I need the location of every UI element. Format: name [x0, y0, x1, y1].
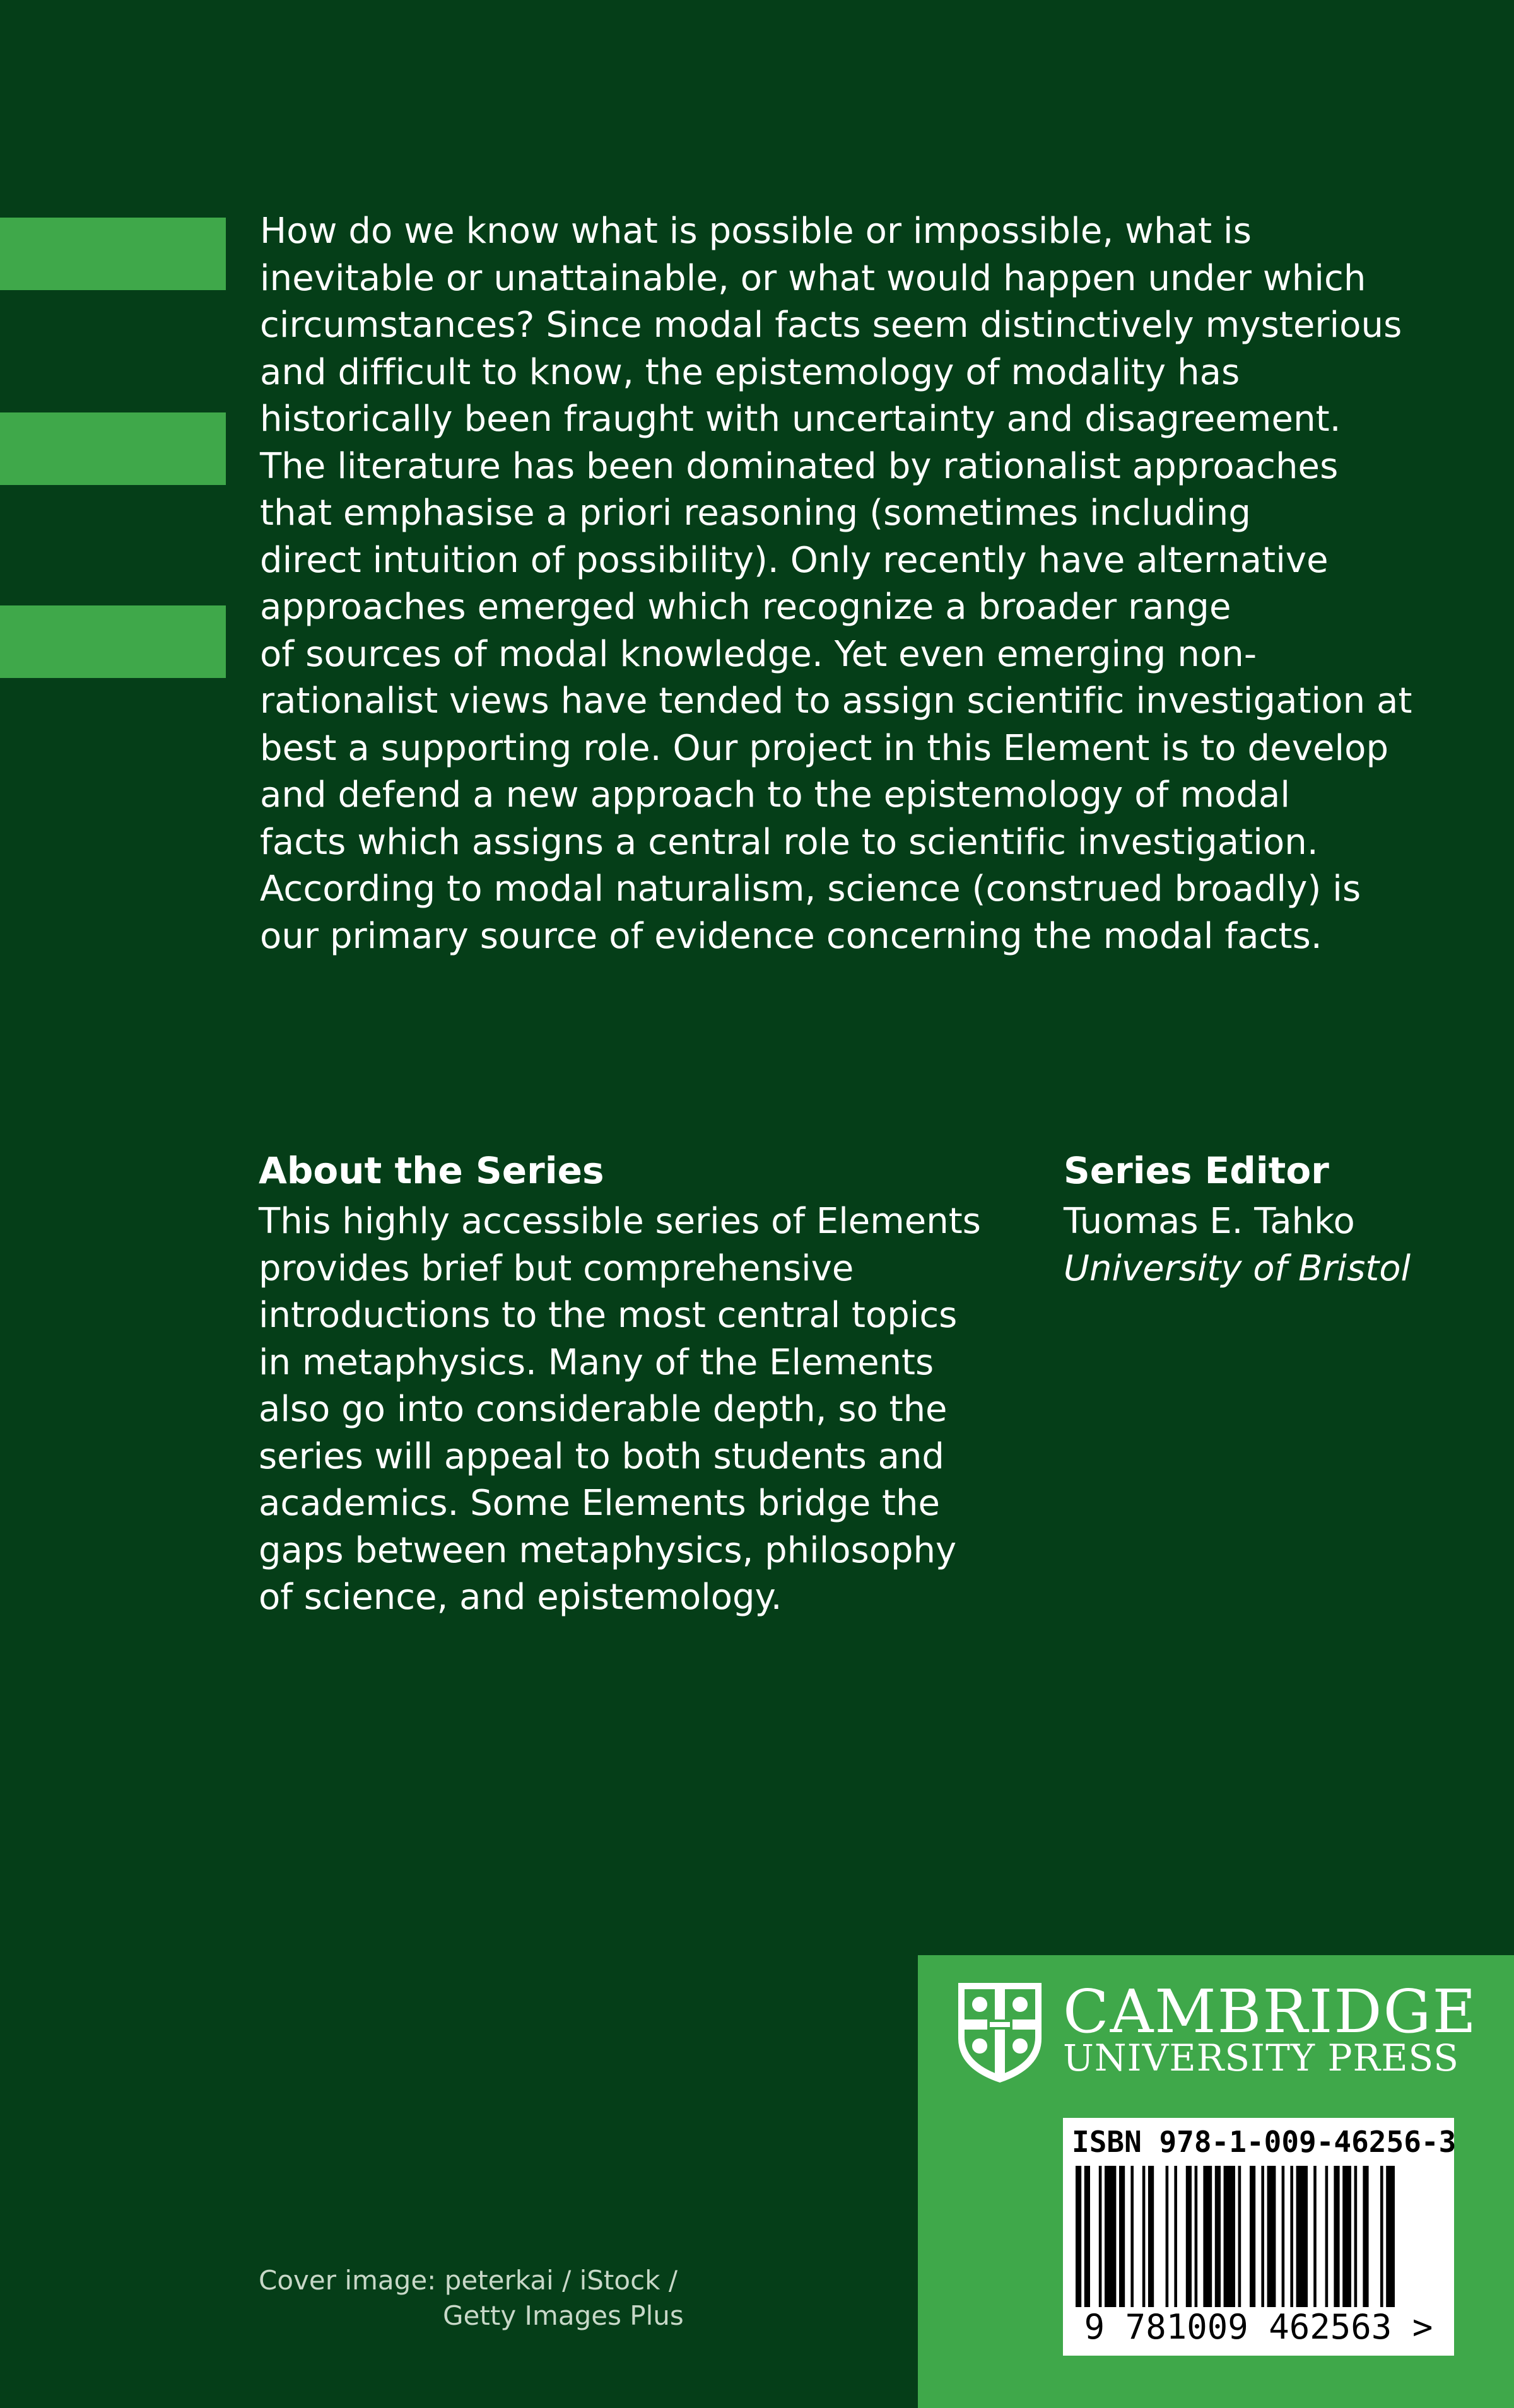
- publisher-name: CAMBRIDGE: [1063, 1977, 1477, 2047]
- barcode-bar: [1224, 2166, 1235, 2315]
- publisher-subtitle: UNIVERSITY PRESS: [1063, 2037, 1459, 2079]
- barcode-bar: [1099, 2166, 1102, 2315]
- barcode-bar: [1354, 2166, 1358, 2315]
- blurb-line: inevitable or unattainable, or what would happen under which: [260, 257, 1366, 299]
- about-series-heading: About the Series: [259, 1149, 604, 1192]
- about-line: This highly accessible series of Elements: [259, 1201, 981, 1242]
- barcode-bar: [1105, 2166, 1116, 2315]
- series-editor-heading: Series Editor: [1064, 1149, 1329, 1192]
- barcode-bar: [1084, 2166, 1090, 2315]
- publisher-panel: [918, 1955, 1514, 2408]
- about-line: introductions to the most central topics: [259, 1295, 958, 1336]
- series-editor-name: Tuomas E. Tahko: [1064, 1201, 1355, 1242]
- barcode-bar: [1342, 2166, 1351, 2315]
- barcode-bar: [1130, 2166, 1134, 2315]
- barcode-bar: [1282, 2166, 1285, 2315]
- barcode-bar: [1148, 2166, 1154, 2315]
- barcode-digits: 9 781009 462563 >: [1063, 2307, 1454, 2347]
- barcode-bar: [1363, 2166, 1368, 2315]
- barcode-bar: [1238, 2166, 1241, 2315]
- about-line: academics. Some Elements bridge the: [259, 1483, 940, 1524]
- barcode-bar: [1076, 2166, 1081, 2315]
- credit-line-1: Cover image: peterkai / iStock /: [259, 2265, 678, 2296]
- blurb-line: approaches emerged which recognize a broader range: [260, 587, 1231, 628]
- barcode-bar: [1261, 2166, 1264, 2315]
- barcode-bar: [1386, 2166, 1395, 2315]
- blurb-line: our primary source of evidence concerning the modal facts.: [260, 915, 1322, 957]
- barcode-bar: [1119, 2166, 1125, 2315]
- about-line: also go into considerable depth, so the: [259, 1389, 948, 1430]
- blurb-line: and defend a new approach to the epistemology of modal: [260, 774, 1291, 815]
- blurb-line: direct intuition of possibility). Only recently have alternative: [260, 539, 1329, 581]
- blurb-line: The literature has been dominated by rationalist approaches: [260, 445, 1339, 487]
- blurb-line: that emphasise a priori reasoning (sometimes including: [260, 493, 1252, 534]
- barcode-bar: [1380, 2166, 1383, 2315]
- barcode-bar: [1250, 2166, 1255, 2315]
- barcode-bar: [1313, 2166, 1317, 2315]
- blurb-line: best a supporting role. Our project in this Element is to develop: [260, 727, 1389, 769]
- accent-bar-2: [0, 412, 226, 485]
- barcode-bar: [1166, 2166, 1169, 2315]
- about-line: gaps between metaphysics, philosophy: [259, 1529, 957, 1571]
- barcode-bar: [1215, 2166, 1221, 2315]
- barcode-bar: [1195, 2166, 1198, 2315]
- barcode-bar: [1174, 2166, 1177, 2315]
- barcode-bar: [1186, 2166, 1192, 2315]
- blurb-line: and difficult to know, the epistemology of modality has: [260, 351, 1240, 393]
- isbn-barcode: [1063, 2118, 1457, 2356]
- about-line: series will appeal to both students and: [259, 1435, 944, 1477]
- barcode-bar: [1267, 2166, 1276, 2315]
- accent-bar-1: [0, 218, 226, 290]
- blurb-line: facts which assigns a central role to scientific investigation.: [260, 821, 1318, 863]
- barcode-bar: [1290, 2166, 1293, 2315]
- about-series-text: [259, 1198, 1003, 1622]
- series-editor-affiliation: University of Bristol: [1064, 1248, 1411, 1289]
- blurb-line: rationalist views have tended to assign scientific investigation at: [260, 681, 1412, 722]
- cambridge-crest-icon: [956, 1980, 1044, 2084]
- credit-line-2: Getty Images Plus: [443, 2300, 684, 2331]
- barcode-bar: [1142, 2166, 1146, 2315]
- about-line: of science, and epistemology.: [259, 1577, 782, 1618]
- blurb-line: circumstances? Since modal facts seem distinctively mysterious: [260, 305, 1402, 346]
- barcode-bar: [1325, 2166, 1329, 2315]
- cover-image-credit: [259, 2263, 684, 2334]
- about-line: provides brief but comprehensive: [259, 1248, 854, 1289]
- accent-bar-3: [0, 605, 226, 678]
- about-line: in metaphysics. Many of the Elements: [259, 1341, 934, 1383]
- book-blurb: [260, 208, 1446, 960]
- barcode-bar: [1334, 2166, 1339, 2315]
- blurb-line: According to modal naturalism, science (construed broadly) is: [260, 868, 1361, 909]
- blurb-line: historically been fraught with uncertainty and disagreement.: [260, 399, 1341, 440]
- isbn-label: ISBN 978-1-009-46256-3: [1072, 2125, 1457, 2159]
- barcode-bar: [1203, 2166, 1212, 2315]
- blurb-line: How do we know what is possible or impossible, what is: [260, 211, 1252, 252]
- barcode-bars: [1071, 2166, 1447, 2315]
- barcode-bar: [1296, 2166, 1308, 2315]
- blurb-line: of sources of modal knowledge. Yet even emerging non-: [260, 633, 1257, 675]
